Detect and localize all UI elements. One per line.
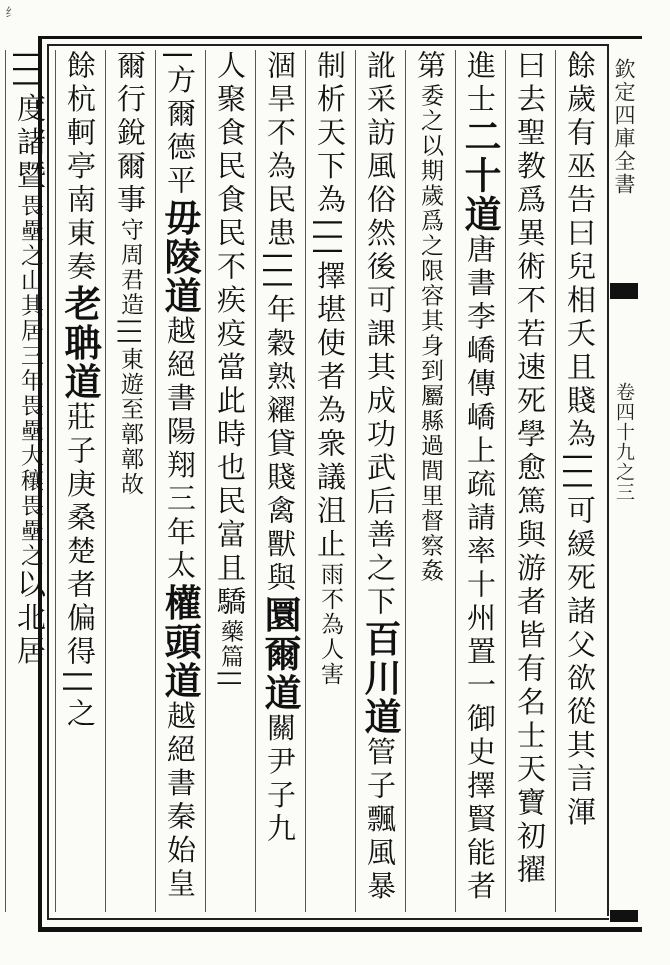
entry-heading: 權頭道 bbox=[158, 583, 202, 701]
body-text: 第 bbox=[413, 50, 447, 84]
margin-volume-label: 卷四十九之三 bbox=[613, 382, 635, 502]
entry-heading: 百川道 bbox=[358, 619, 402, 737]
body-text: 關尹子九 bbox=[263, 712, 297, 847]
text-column bbox=[5, 50, 55, 912]
commentary-text: 守周君造||| bbox=[117, 217, 143, 347]
entry-heading: 老聃道 bbox=[58, 284, 102, 402]
body-text: 人聚食民食民不疾疫當此時也民富且驕 bbox=[213, 50, 247, 620]
body-text: 曰去聖教爲異術不若速死學愈篤與游者皆有名士天寶初擢 bbox=[513, 50, 547, 888]
body-text: 以北居 bbox=[13, 568, 47, 669]
text-column bbox=[355, 50, 405, 912]
body-text: 涸旱不為民患|||年穀熟糴貸賤禽獸與 bbox=[263, 50, 297, 596]
text-column bbox=[55, 50, 105, 912]
text-column bbox=[255, 50, 305, 912]
text-column bbox=[555, 50, 605, 912]
text-column bbox=[405, 50, 455, 912]
text-column bbox=[155, 50, 205, 912]
text-column bbox=[205, 50, 255, 912]
margin-book-title: 欽定四庫全書 bbox=[612, 58, 636, 196]
entry-heading: 毋陵道 bbox=[158, 198, 202, 316]
entry-heading: 二十道 bbox=[458, 117, 502, 234]
commentary-text: 藥篇|| bbox=[217, 619, 243, 689]
text-column bbox=[105, 50, 155, 912]
commentary-text: 雨不為人害 bbox=[317, 561, 343, 687]
text-column bbox=[305, 50, 355, 912]
body-text: 訛采訪風俗然後可課其成功武后善之下 bbox=[363, 50, 397, 620]
body-text: |||度諸暨 bbox=[13, 50, 47, 194]
fishtail-mark-top bbox=[610, 283, 638, 299]
text-columns bbox=[13, 50, 605, 912]
entry-heading: 圜爾道 bbox=[258, 595, 302, 713]
body-text: 唐書李嶠傳嶠上疏請率十州置一御史擇賢能者 bbox=[463, 234, 497, 904]
body-text: 爾行銳爾事 bbox=[113, 50, 147, 218]
body-text: 制析天下為|||擇堪使者為衆議沮止 bbox=[313, 50, 347, 562]
commentary-text: 委之以期歲爲之限容其身到屬縣過閭里督察姦 bbox=[417, 83, 443, 584]
body-text: |方爾德平 bbox=[163, 50, 197, 199]
body-text: 餘歲有巫告曰兒相夭且賤為|||可緩死諸父欲從其言渾 bbox=[563, 50, 597, 830]
body-text: 進士 bbox=[463, 50, 497, 117]
body-text: 莊子庚桑楚者偏得||之 bbox=[63, 401, 97, 732]
page-edge-mark: 纟 bbox=[4, 6, 18, 18]
body-text: 越絕書秦始皇 bbox=[163, 700, 197, 902]
fishtail-mark-bottom bbox=[610, 910, 638, 922]
text-column bbox=[505, 50, 555, 912]
body-text: 管子飄風暴 bbox=[363, 736, 397, 904]
commentary-text: 東遊至鄣鄣故 bbox=[117, 346, 143, 497]
body-text: 餘杭軻亭南東奏 bbox=[63, 50, 97, 285]
commentary-text: 畏壘之山其居三年畏壘大穰畏壘之 bbox=[17, 193, 43, 569]
body-text: 越絕書陽翔三年太 bbox=[163, 315, 197, 584]
text-column bbox=[455, 50, 505, 912]
